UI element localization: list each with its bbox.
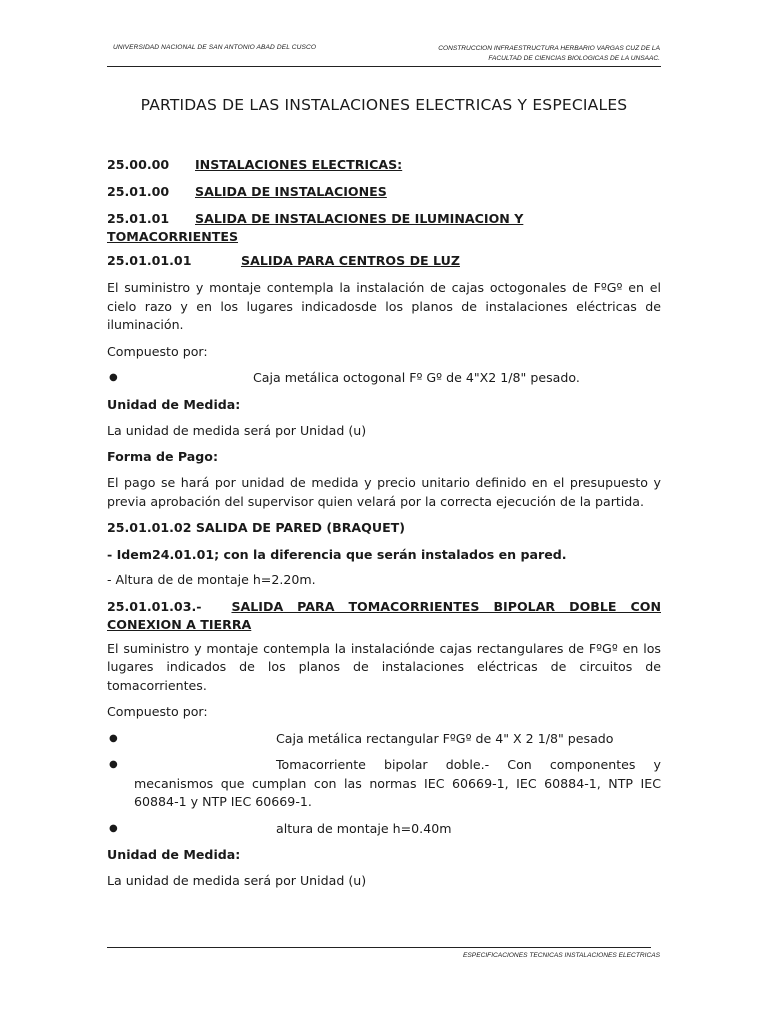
list-item <box>107 756 661 812</box>
list-item-text: altura de montaje h=0.40m <box>276 820 452 836</box>
composed-by-label: Compuesto por: <box>107 343 208 359</box>
unit-of-measure-label: Unidad de Medida: <box>107 396 241 412</box>
list-item-text: Caja metálica octogonal Fº Gº de 4"X2 1/8" pesado. <box>253 370 580 385</box>
section-number: 25.00.00 <box>107 157 170 172</box>
description-paragraph: El suministro y montaje contempla la instalaciónde cajas rectangulares de FºGº en los lugares indicados de los planos de instalaciones eléctricas de circuitos de tomacorrientes. <box>107 640 661 693</box>
list-item-text: Tomacorriente bipolar doble.- Con componentes y mecanismos que cumplan con las normas IEC 60669-1, IEC 60884-1, NTP IEC 60884-1 y NTP IEC 60669-1. <box>134 757 661 809</box>
bullet-icon: ● <box>109 732 118 744</box>
section-25-01-01-02: 25.01.01.02 SALIDA DE PARED (BRAQUET) <box>107 520 406 535</box>
bullet-icon: ● <box>109 759 118 770</box>
list-item <box>107 369 661 388</box>
list-item <box>107 820 661 839</box>
section-25-01-01-03 <box>107 598 661 634</box>
header-institution: UNIVERSIDAD NACIONAL DE SAN ANTONIO ABAD DEL CUSCO <box>113 44 317 51</box>
section-number: 25.01.00 <box>107 184 170 199</box>
section-heading-line1 <box>107 598 661 616</box>
payment-label: Forma de Pago: <box>107 449 218 464</box>
unit-of-measure-text: La unidad de medida será por Unidad (u) <box>107 422 367 438</box>
section-title-line2: CONEXION A TIERRA <box>107 616 252 632</box>
unit-of-measure-label: Unidad de Medida: <box>107 847 241 862</box>
header-rule <box>107 66 661 67</box>
section-25-01-01-01 <box>107 252 661 270</box>
header-project <box>438 44 660 64</box>
document-body <box>107 156 661 899</box>
bullet-icon: ● <box>109 822 118 834</box>
section-number: 25.01.01.01 <box>107 253 192 268</box>
section-title-line1: SALIDA PARA TOMACORRIENTES BIPOLAR DOBLE CON <box>231 598 661 614</box>
idem-note: - Idem24.01.01; con la diferencia que serán instalados en pared. <box>107 547 567 562</box>
list-item <box>107 730 661 749</box>
composed-by-label: Compuesto por: <box>107 704 208 719</box>
section-title: SALIDA PARA CENTROS DE LUZ <box>241 253 460 268</box>
header-project-line2: FACULTAD DE CIENCIAS BIOLOGICAS DE LA UNSAAC. <box>488 55 660 62</box>
section-number: 25.01.01 <box>107 211 170 226</box>
section-title: SALIDA DE INSTALACIONES <box>195 184 387 199</box>
payment-text: El pago se hará por unidad de medida y precio unitario definido en el presupuesto y previa aprobación del supervisor quien velará por la correcta ejecución de la partida. <box>107 475 661 509</box>
section-25-00-00 <box>107 156 661 174</box>
section-title-line1: SALIDA DE INSTALACIONES DE ILUMINACION Y <box>195 211 524 226</box>
header-project-line1: CONSTRUCCION INFRAESTRUCTURA HERBARIO VARGAS CUZ DE LA <box>438 45 660 52</box>
unit-of-measure-text: La unidad de medida será por Unidad (u) <box>107 873 367 888</box>
section-number: 25.01.01.03.- <box>107 598 202 614</box>
bullet-icon: ● <box>109 372 118 383</box>
footer-rule <box>107 947 651 948</box>
mounting-height-note: - Altura de de montaje h=2.20m. <box>107 572 316 587</box>
section-title: INSTALACIONES ELECTRICAS: <box>195 157 403 172</box>
description-paragraph: El suministro y montaje contempla la instalación de cajas octogonales de FºGº en el cielo razo y en los lugares indicadosde los planos de instalaciones eléctricas de iluminación. <box>107 280 661 332</box>
footer-text: ESPECIFICACIONES TECNICAS INSTALACIONES ELECTRICAS <box>463 952 660 959</box>
section-25-01-01 <box>107 210 661 246</box>
list-item-text: Caja metálica rectangular FºGº de 4" X 2 1/8" pesado <box>276 730 614 746</box>
section-25-01-00 <box>107 183 661 201</box>
section-title-line2: TOMACORRIENTES <box>107 229 239 244</box>
page-title: PARTIDAS DE LAS INSTALACIONES ELECTRICAS Y ESPECIALES <box>140 96 628 114</box>
